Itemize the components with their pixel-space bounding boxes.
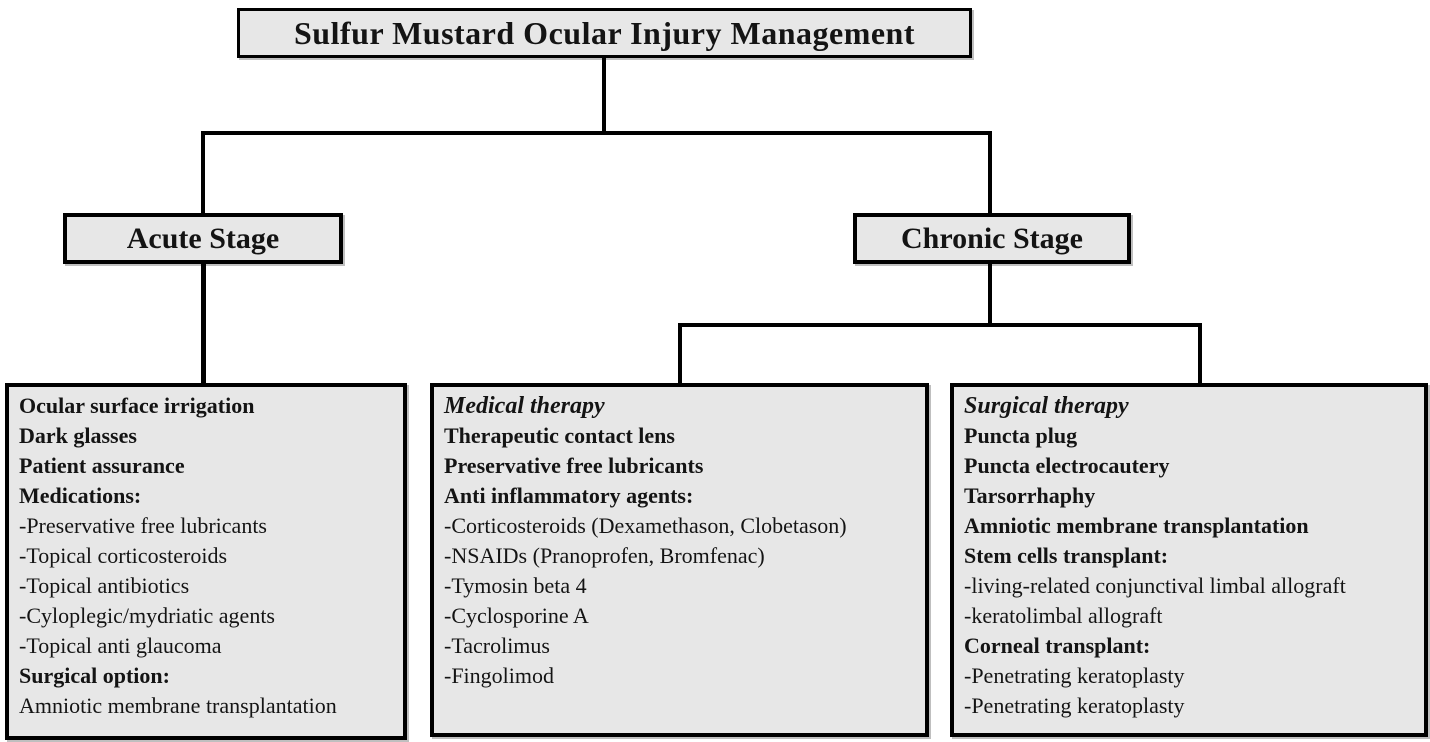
leaf-line: -Topical anti glaucoma: [19, 633, 222, 658]
leaf-line: Surgical therapy: [964, 393, 1129, 419]
leaf-line: Ocular surface irrigation: [19, 393, 255, 418]
leaf-line: -Tymosin beta 4: [444, 573, 587, 598]
connector-medical-drop: [678, 323, 682, 385]
connector-title-trunk: [602, 57, 606, 135]
leaf-line: -keratolimbal allograft: [964, 603, 1163, 628]
medical-therapy-box: [430, 383, 929, 737]
connector-therapy-crossbar: [678, 323, 1202, 327]
leaf-line: -Fingolimod: [444, 663, 555, 688]
leaf-line: Amniotic membrane transplantation: [964, 513, 1309, 538]
leaf-line: -Corticosteroids (Dexamethason, Clobetason): [444, 513, 847, 538]
leaf-line: Anti inflammatory agents:: [444, 483, 694, 508]
node-acute-stage: Acute Stage: [63, 213, 343, 264]
leaf-line: -Cyclosporine A: [444, 603, 589, 628]
connector-surgical-drop: [1198, 323, 1202, 385]
connector-acute-to-leaf: [201, 262, 206, 385]
acute-management-box: [5, 383, 407, 740]
leaf-line: Tarsorrhaphy: [964, 483, 1096, 508]
leaf-line: -Topical antibiotics: [19, 573, 190, 598]
leaf-line: Puncta plug: [964, 423, 1078, 448]
leaf-line: Patient assurance: [19, 453, 185, 478]
connector-acute-drop: [201, 131, 205, 215]
surgical-therapy-box: [950, 383, 1428, 737]
leaf-line: Medical therapy: [444, 393, 605, 419]
leaf-line: Amniotic membrane transplantation: [19, 693, 337, 718]
leaf-line: Medications:: [19, 483, 142, 508]
connector-stage-crossbar: [201, 131, 992, 135]
leaf-line: -Penetrating keratoplasty: [964, 693, 1185, 718]
connector-chronic-drop: [988, 131, 992, 215]
leaf-line: Puncta electrocautery: [964, 453, 1170, 478]
leaf-line: -NSAIDs (Pranoprofen, Bromfenac): [444, 543, 765, 568]
leaf-line: Corneal transplant:: [964, 633, 1151, 658]
connector-chronic-trunk: [988, 262, 992, 327]
node-title: Sulfur Mustard Ocular Injury Management: [237, 8, 972, 58]
leaf-line: Preservative free lubricants: [444, 453, 704, 478]
leaf-line: Surgical option:: [19, 663, 170, 688]
leaf-line: -Penetrating keratoplasty: [964, 663, 1185, 688]
leaf-line: -living-related conjunctival limbal allograft: [964, 573, 1346, 598]
leaf-line: -Tacrolimus: [444, 633, 550, 658]
leaf-line: -Preservative free lubricants: [19, 513, 267, 538]
leaf-line: -Cyloplegic/mydriatic agents: [19, 603, 275, 628]
leaf-line: Therapeutic contact lens: [444, 423, 675, 448]
node-chronic-stage: Chronic Stage: [853, 213, 1131, 264]
leaf-line: -Topical corticosteroids: [19, 543, 228, 568]
leaf-line: Dark glasses: [19, 423, 137, 448]
leaf-line: Stem cells transplant:: [964, 543, 1169, 568]
